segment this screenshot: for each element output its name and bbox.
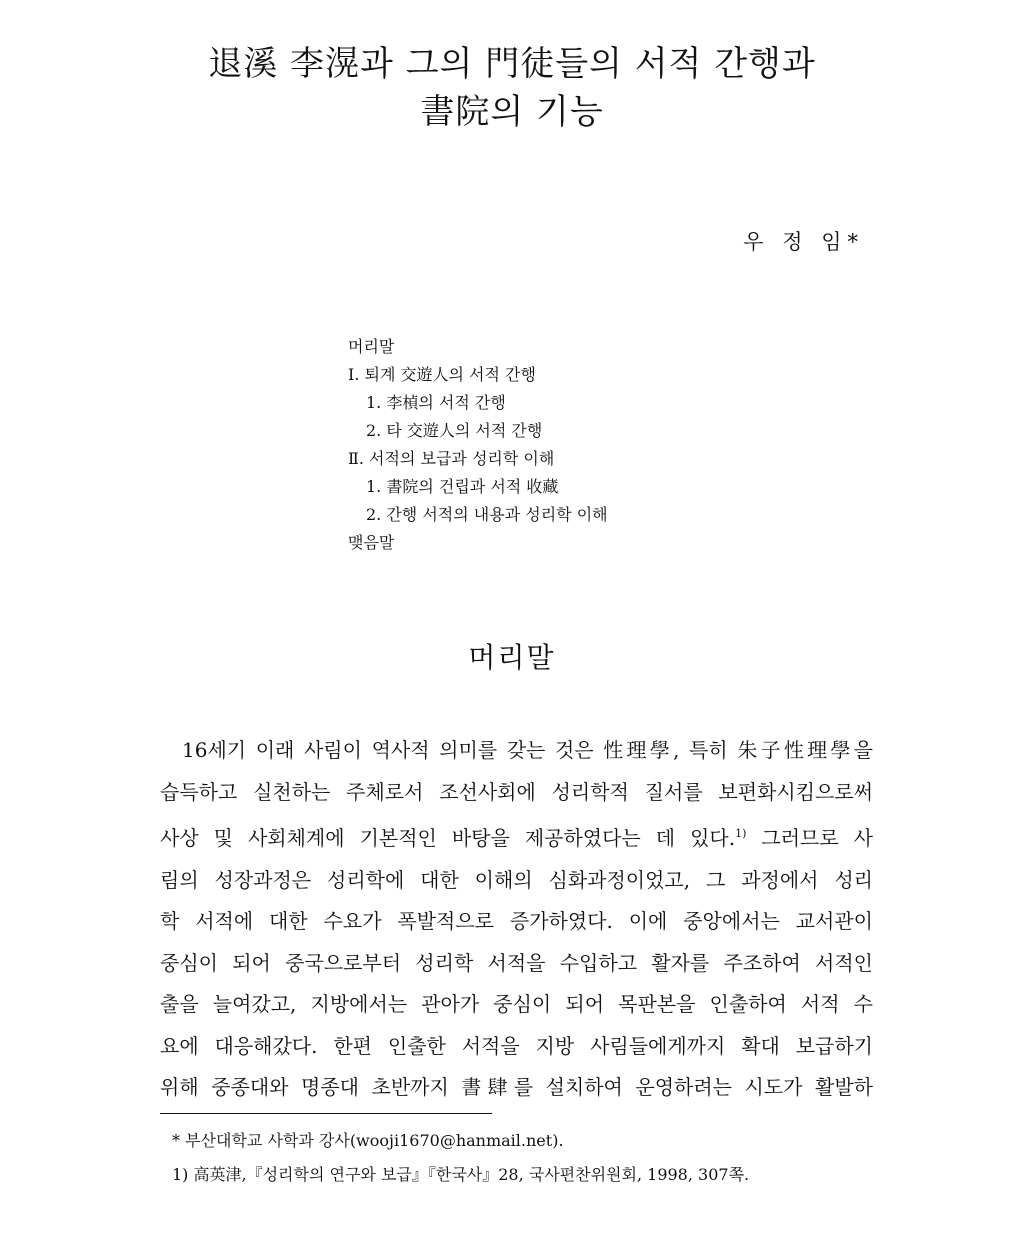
footnote-divider	[160, 1113, 492, 1114]
title-line-1: 退溪 李滉과 그의 門徒들의 서적 간행과	[208, 44, 816, 84]
paper-title	[0, 40, 1024, 136]
toc-item: Ⅱ. 서적의 보급과 성리학 이해	[348, 449, 555, 468]
body-line: 중심이 되어 중국으로부터 성리학 서적을 수입하고 활자를 주조하여 서적인	[160, 950, 873, 975]
body-line: 16세기 이래 사림이 역사적 의미를 갖는 것은 性理學, 특히 朱子性理學을	[182, 738, 873, 762]
body-line-text: 사상 및 사회체계에 기본적인 바탕을 제공하였다는 데 있다.	[160, 826, 736, 850]
body-line: 학 서적에 대한 수요가 폭발적으로 증가하였다. 이에 중앙에서는 교서관이	[160, 909, 873, 933]
body-line: 위해 중종대와 명종대 초반까지 書肆를 설치하여 운영하려는 시도가 활발하	[160, 1075, 873, 1099]
toc-item: 2. 타 交遊人의 서적 간행	[366, 421, 543, 440]
body-line: 출을 늘여갔고, 지방에서는 관아가 중심이 되어 목판본을 인출하여 서적 수	[160, 992, 873, 1016]
body-line-tail: 그러므로 사	[746, 826, 873, 850]
title-line-2: 書院의 기능	[420, 92, 604, 132]
body-paragraph	[160, 730, 873, 1109]
author-name: 우 정 임*	[743, 230, 864, 254]
section-heading: 머리말	[468, 641, 556, 674]
body-line: 림의 성장과정은 성리학에 대한 이해의 심화과정이었고, 그 과정에서 성리	[160, 867, 873, 892]
body-line: 요에 대응해갔다. 한편 인출한 서적을 지방 사림들에게까지 확대 보급하기	[160, 1033, 873, 1058]
footnote-ref[interactable]: 1)	[735, 827, 747, 840]
body-line-with-footnote	[160, 813, 873, 860]
footnote-1: 1) 高英津,『성리학의 연구와 보급』『한국사』28, 국사편찬위원회, 1998, 307쪽.	[172, 1165, 750, 1184]
body-line: 습득하고 실천하는 주체로서 조선사회에 성리학적 질서를 보편화시킴으로써	[160, 779, 873, 804]
footnotes	[172, 1124, 749, 1192]
toc-item: 2. 간행 서적의 내용과 성리학 이해	[366, 505, 608, 524]
table-of-contents	[348, 333, 608, 557]
footnote-author: * 부산대학교 사학과 강사(wooji1670@hanmail.net).	[172, 1131, 564, 1150]
toc-item: 1. 李楨의 서적 간행	[366, 393, 506, 412]
toc-item: Ⅰ. 퇴계 交遊人의 서적 간행	[348, 365, 536, 384]
toc-item: 1. 書院의 건립과 서적 收藏	[366, 477, 559, 496]
toc-item: 머리말	[348, 337, 395, 356]
toc-item: 맺음말	[348, 533, 395, 552]
